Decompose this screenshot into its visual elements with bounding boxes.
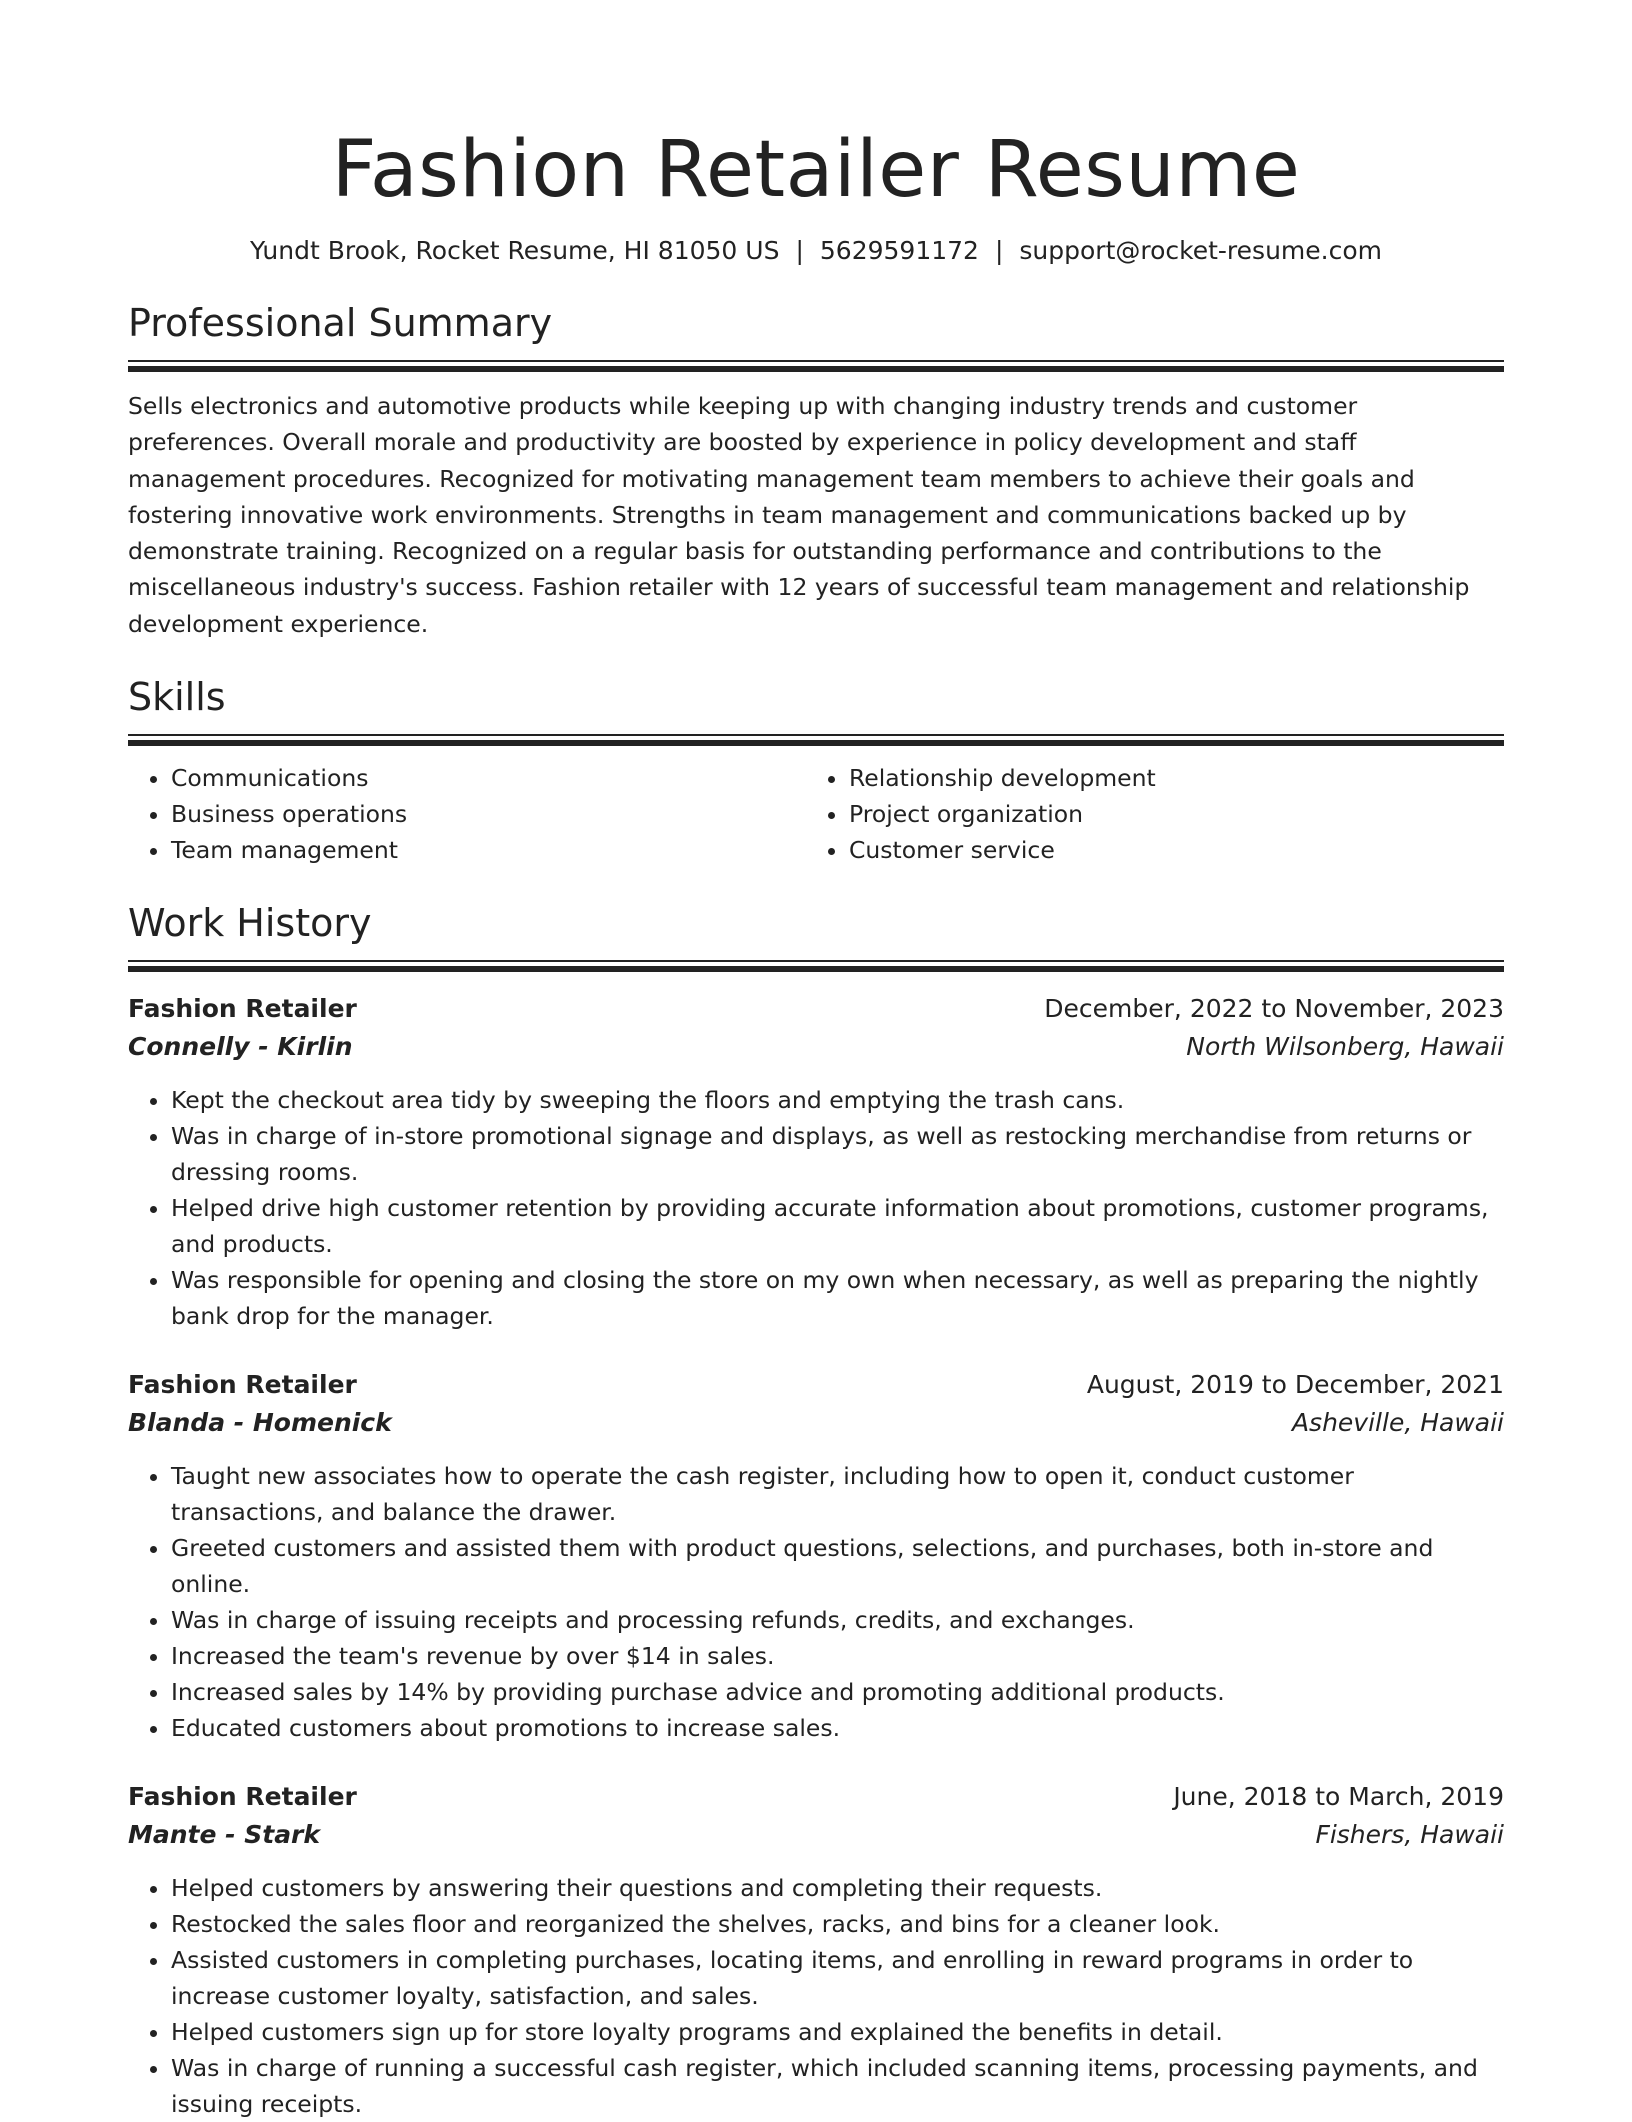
skill-item: • Team management — [171, 832, 806, 868]
job-location: Fishers, Hawaii — [1315, 1820, 1504, 1850]
job-bullet: • Was responsible for opening and closing the store on my own when necessary, as well as preparing the nightly bank drop for the manager. — [171, 1262, 1504, 1334]
contact-phone: 5629591172 — [819, 236, 979, 265]
skills-grid — [128, 760, 1504, 868]
skills-heading: Skills — [128, 675, 226, 720]
skills-left-column — [128, 760, 806, 868]
skills-right-column — [806, 760, 1484, 868]
job-bullets — [128, 1082, 1504, 1334]
skill-item: • Relationship development — [849, 760, 1484, 796]
job-header-row — [128, 1366, 1504, 1404]
job-bullet: • Greeted customers and assisted them with product questions, selections, and purchases, both in-store and online. — [171, 1530, 1504, 1602]
job-bullet: • Helped drive high customer retention by providing accurate information about promotions, customer programs, and products. — [171, 1190, 1504, 1262]
job-entry — [128, 1366, 1504, 1746]
job-entry — [128, 990, 1504, 1334]
job-bullet: • Was in charge of issuing receipts and processing refunds, credits, and exchanges. — [171, 1602, 1504, 1638]
contact-separator: | — [994, 236, 1004, 265]
job-header-row — [128, 990, 1504, 1028]
summary-section-header — [128, 298, 1504, 372]
job-company: Blanda - Homenick — [128, 1408, 392, 1438]
contact-separator: | — [795, 236, 804, 265]
job-bullet: • Increased the team's revenue by over $14 in sales. — [171, 1638, 1504, 1674]
job-company: Connelly - Kirlin — [128, 1032, 353, 1062]
job-bullet: • Helped customers sign up for store loyalty programs and explained the benefits in detail. — [171, 2014, 1504, 2050]
job-bullet: • Assisted customers in completing purchases, locating items, and enrolling in reward programs in order to increase customer loyalty, satisfaction, and sales. — [171, 1942, 1504, 2014]
skill-item: • Communications — [171, 760, 806, 796]
job-company-row — [128, 1404, 1504, 1442]
job-bullets — [128, 1870, 1504, 2122]
job-entry — [128, 1778, 1504, 2122]
job-dates: December, 2022 to November, 2023 — [1044, 994, 1504, 1024]
job-location: Asheville, Hawaii — [1291, 1408, 1504, 1438]
job-company: Mante - Stark — [128, 1820, 321, 1850]
job-bullet: • Kept the checkout area tidy by sweeping the floors and emptying the trash cans. — [171, 1082, 1504, 1118]
work-heading: Work History — [128, 901, 372, 946]
skill-item: • Business operations — [171, 796, 806, 832]
job-dates: June, 2018 to March, 2019 — [1173, 1782, 1504, 1812]
job-dates: August, 2019 to December, 2021 — [1086, 1370, 1504, 1400]
job-title: Fashion Retailer — [128, 1782, 357, 1812]
resume-page — [128, 0, 1504, 2122]
job-bullets — [128, 1458, 1504, 1746]
work-section-header — [128, 898, 1504, 972]
job-header-row — [128, 1778, 1504, 1816]
summary-heading: Professional Summary — [128, 301, 553, 345]
job-bullet: • Increased sales by 14% by providing purchase advice and promoting additional products. — [171, 1674, 1504, 1710]
skills-section-header — [128, 672, 1504, 746]
job-bullet: • Helped customers by answering their questions and completing their requests. — [171, 1870, 1504, 1906]
contact-line — [128, 234, 1504, 268]
job-title: Fashion Retailer — [128, 1370, 357, 1400]
summary-text: Sells electronics and automotive products while keeping up with changing industry trends and customer preferences. Overall morale and productivity are boosted by experience in policy development and staff management procedures. Recognized for motivating management team members to achieve their goals and fostering innovative work environments. Strengths in team management and communications backed up by demonstrate training. Recognized on a regular basis for outstanding performance and contributions to the miscellaneous industry's success. Fashion retailer with 12 years of successful team management and relationship development experience. — [128, 392, 1470, 638]
job-bullet: • Taught new associates how to operate the cash register, including how to open it, conduct customer transactions, and balance the drawer. — [171, 1458, 1504, 1530]
section-divider — [128, 960, 1504, 972]
contact-address: Yundt Brook, Rocket Resume, HI 81050 US — [250, 236, 780, 265]
job-bullet: • Educated customers about promotions to increase sales. — [171, 1710, 1504, 1746]
section-divider — [128, 360, 1504, 372]
section-divider — [128, 734, 1504, 746]
job-location: North Wilsonberg, Hawaii — [1186, 1032, 1504, 1062]
job-bullet: • Restocked the sales floor and reorganized the shelves, racks, and bins for a cleaner look. — [171, 1906, 1504, 1942]
job-bullet: • Was in charge of running a successful cash register, which included scanning items, processing payments, and issuing receipts. — [171, 2050, 1504, 2122]
job-bullet: • Was in charge of in-store promotional signage and displays, as well as restocking merchandise from returns or dressing rooms. — [171, 1118, 1504, 1190]
skill-item: • Project organization — [849, 796, 1484, 832]
job-title: Fashion Retailer — [128, 994, 357, 1024]
resume-title: Fashion Retailer Resume — [331, 125, 1301, 215]
skill-item: • Customer service — [849, 832, 1484, 868]
contact-email: support@rocket-resume.com — [1019, 236, 1382, 265]
job-company-row — [128, 1816, 1504, 1854]
job-company-row — [128, 1028, 1504, 1066]
